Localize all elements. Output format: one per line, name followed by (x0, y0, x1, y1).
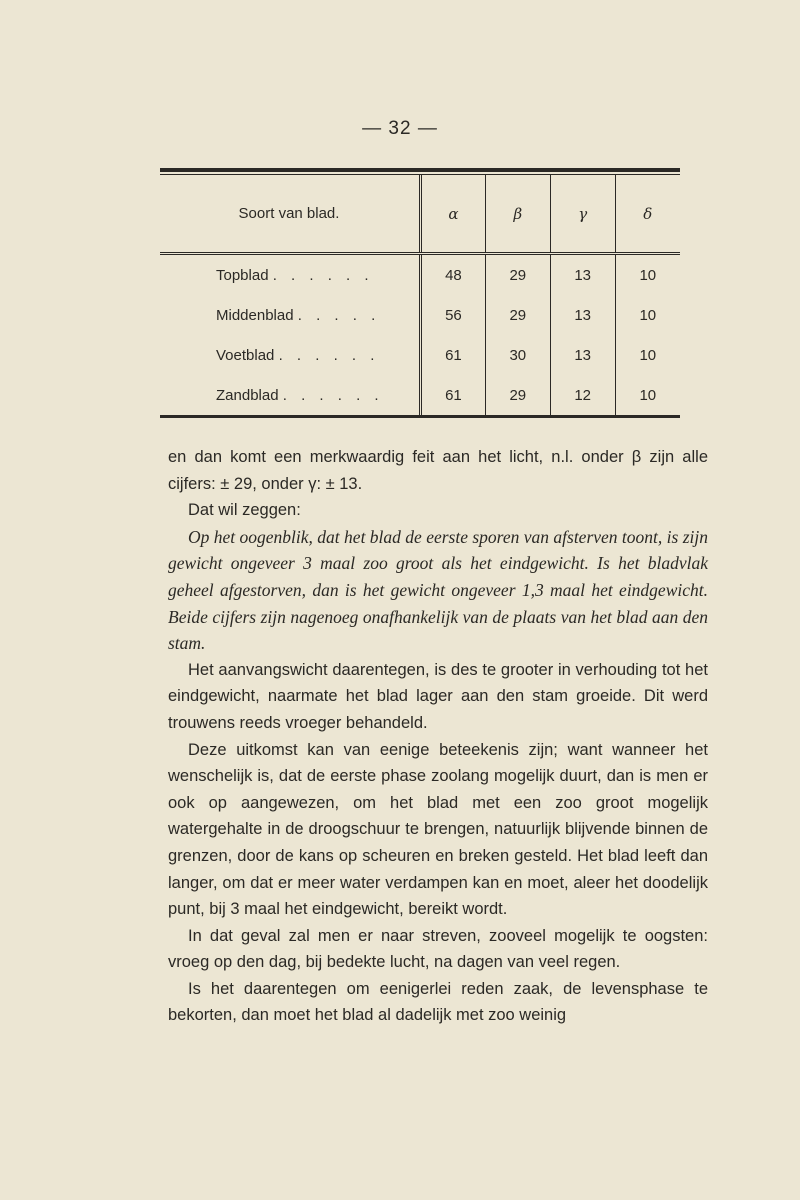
paragraph: Het aanvangswicht daarentegen, is des te grooter in verhouding tot het eindgewicht, naarmate het blad lager aan den stam groeide. Dit werd trouwens reeds vroeger behandeld. (168, 660, 708, 732)
cell-alpha: 61 (421, 335, 486, 375)
cell-alpha: 61 (421, 375, 486, 415)
paragraph: en dan komt een merkwaardig feit aan het licht, n.l. onder β zijn alle cijfers: ± 29, onder γ: ± 13. (168, 448, 708, 493)
table-row (160, 254, 680, 296)
cell-beta: 29 (485, 375, 550, 415)
leader-dots: . . . . . (297, 306, 381, 324)
table-top-rule (160, 168, 680, 172)
paragraph: Is het daarentegen om eenigerlei reden zaak, de levensphase te bekorten, dan moet het blad al dadelijk met zoo weinig (168, 979, 708, 1025)
italic-paragraph: Op het oogenblik, dat het blad de eerste sporen van afsterven toont, is zijn gewicht ongeveer 3 maal zoo groot als het eindgewicht. Is het bladvlak geheel afgestorven, dan is het gewicht ongeveer 1,3 maal het eindgewicht. Beide cijfers zijn nagenoeg onafhankelijk van de plaats van het blad aan den stam. (168, 526, 708, 654)
cell-gamma: 12 (550, 375, 615, 415)
cell-alpha: 48 (421, 254, 486, 296)
cell-beta: 29 (485, 295, 550, 335)
row-label: Middenblad (216, 306, 294, 324)
cell-alpha: 56 (421, 295, 486, 335)
table-row (160, 335, 680, 375)
body-text (168, 444, 708, 1029)
header-beta: β (485, 175, 550, 254)
cell-gamma: 13 (550, 295, 615, 335)
table-bottom-rule (160, 415, 680, 418)
cell-beta: 29 (485, 254, 550, 296)
data-table (160, 168, 680, 418)
cell-beta: 30 (485, 335, 550, 375)
cell-delta: 10 (615, 295, 680, 335)
header-alpha: α (421, 175, 486, 254)
row-label-cell (160, 254, 421, 296)
header-soort: Soort van blad. (160, 175, 421, 254)
row-label: Voetblad (216, 346, 275, 364)
paragraph: In dat geval zal men er naar streven, zooveel mogelijk te oogsten: vroeg op den dag, bij bedekte lucht, na dagen van veel regen. (168, 926, 708, 972)
row-label-cell (160, 335, 421, 375)
cell-delta: 10 (615, 335, 680, 375)
header-gamma: γ (550, 175, 615, 254)
cell-gamma: 13 (550, 335, 615, 375)
table-row (160, 375, 680, 415)
table-header-row (160, 175, 680, 254)
leader-dots: . . . . . . (282, 386, 384, 404)
leader-dots: . . . . . . (272, 266, 374, 284)
row-label-cell (160, 375, 421, 415)
paragraph: Deze uitkomst kan van eenige beteekenis zijn; want wanneer het wenschelijk is, dat de eerste phase zoolang mogelijk duurt, dan is men er ook op aangewezen, om het blad met een zoo groot mogelijk watergehalte in de droogschuur te brengen, natuurlijk blijvende binnen de grenzen, door de kans op scheuren en breken gesteld. Het blad leeft dan langer, om dat er meer water verdampen kan en moet, aleer het doodelijk punt, bij 3 maal het eindgewicht, bereikt wordt. (168, 740, 708, 919)
row-label-cell (160, 295, 421, 335)
row-label: Zandblad (216, 386, 279, 404)
cell-delta: 10 (615, 254, 680, 296)
cell-delta: 10 (615, 375, 680, 415)
table-row (160, 295, 680, 335)
row-label: Topblad (216, 266, 269, 284)
leader-dots: . . . . . . (278, 346, 380, 364)
paragraph: Dat wil zeggen: (188, 501, 301, 520)
header-delta: δ (615, 175, 680, 254)
page-number: — 32 — (362, 118, 438, 139)
cell-gamma: 13 (550, 254, 615, 296)
